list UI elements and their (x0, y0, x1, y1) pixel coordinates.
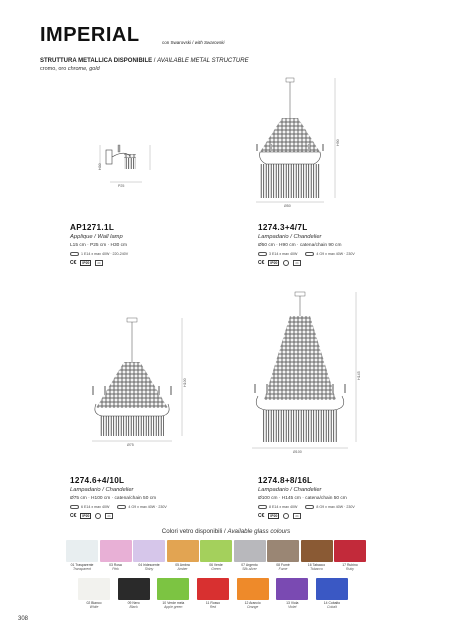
product-type: Lampadario / Chandelier (258, 487, 322, 493)
product-certifications (258, 260, 428, 266)
wall-lamp-drawing (100, 145, 150, 182)
colour-sample (276, 578, 308, 600)
colour-label: 04 Iridescente Shiny (138, 563, 160, 571)
colour-label: 08 Fumè Fume (276, 563, 290, 571)
colour-sample (66, 540, 98, 562)
collection-subtitle: con Swarovski / with Swarovski (162, 40, 225, 45)
colour-label: 13 Viola Violet (286, 601, 299, 609)
bulb-icon (258, 505, 267, 509)
product-card (258, 223, 428, 266)
chandelier-mid-width-dim: Ø75 (127, 443, 134, 447)
chandelier-small-height-dim: H90 (336, 139, 340, 146)
product-code: 1274.6+4/10L (70, 476, 125, 485)
product-bulbs: 6 E14 x max 40W 4 G9 x max 40W · 230V (70, 505, 240, 509)
product-code: AP1271.1L (70, 223, 115, 232)
colour-label: 06 Verde Green (209, 563, 223, 571)
colour-sample (167, 540, 199, 562)
colour-sample (200, 540, 232, 562)
colour-swatch (157, 578, 189, 610)
product-type: Lampadario / Chandelier (70, 487, 134, 493)
colour-label: 05 Ambra Amber (175, 563, 190, 571)
colour-sample (100, 540, 132, 562)
page-number: 308 (18, 616, 29, 622)
structure-note: STRUTTURA METALLICA DISPONIBILE / AVAILABLE METAL STRUCTURE (40, 58, 249, 64)
product-card (258, 476, 428, 519)
bulb-icon (117, 505, 126, 509)
colour-sample (197, 578, 229, 600)
ip-rating-badge: IP20 (82, 514, 90, 519)
class-icon: ▭ (295, 261, 299, 266)
colour-sample (237, 578, 269, 600)
glass-colours-title: Colori vetro disponibili / Available glass colours (161, 528, 291, 535)
ip-rating-badge: IP20 (82, 261, 90, 266)
ip-rating-badge: IP20 (270, 514, 278, 519)
product-certifications (70, 513, 240, 519)
colour-label: 03 Rosa Pink (109, 563, 122, 571)
product-size: Ø75 cm · H100 cm · catena/chain 50 cm (70, 496, 157, 501)
colour-sample (133, 540, 165, 562)
finish-note: cromo, oro chrome, gold (40, 66, 100, 72)
chandelier-large-height-dim: H145 (357, 371, 361, 380)
product-size: L15 cm · P25 cm · H30 cm (70, 243, 128, 248)
dimmable-icon (95, 513, 101, 519)
colour-label: 11 Rosso Red (205, 601, 221, 609)
colour-label: 07 Argento Silk-silver (241, 563, 258, 571)
product-bulbs: 1 E14 x max 40W · 220-240V (70, 252, 240, 256)
product-size: Ø100 cm · H145 cm · catena/chain 50 cm (258, 496, 347, 501)
colour-swatch (237, 578, 269, 610)
colour-swatch (118, 578, 150, 610)
bulb-icon (305, 252, 314, 256)
colour-swatch (301, 540, 333, 572)
colour-swatch-row (66, 540, 366, 572)
ce-mark-icon: C€ (258, 513, 265, 520)
colour-swatch (78, 578, 110, 610)
chandelier-mid-height-dim: H100 (183, 378, 187, 387)
product-card (70, 476, 240, 519)
colour-swatch-row (78, 578, 348, 610)
class-icon: ▭ (107, 514, 111, 519)
wall-lamp-depth-dim: P25 (118, 184, 125, 188)
dimmable-icon (283, 260, 289, 266)
ce-mark-icon: C€ (258, 260, 265, 267)
colour-label: 17 Rubino Ruby (342, 563, 358, 571)
colour-swatch (334, 540, 366, 572)
ce-mark-icon: C€ (70, 513, 77, 520)
product-certifications (70, 260, 240, 266)
bulb-icon (70, 505, 79, 509)
colour-sample (78, 578, 110, 600)
chandelier-small-width-dim: Ø50 (284, 204, 291, 208)
colour-swatch (200, 540, 232, 572)
colour-swatch (316, 578, 348, 610)
ce-mark-icon: C€ (70, 260, 77, 267)
chandelier-small-drawing (256, 78, 335, 202)
colour-label: 12 Arancio Orange (244, 601, 261, 609)
colour-sample (301, 540, 333, 562)
product-code: 1274.8+8/16L (258, 476, 313, 485)
dimmable-icon (283, 513, 289, 519)
wall-lamp-height-dim: H30 (98, 163, 102, 170)
colour-swatch (100, 540, 132, 572)
colour-sample (316, 578, 348, 600)
colour-swatch (234, 540, 266, 572)
colour-swatch (267, 540, 299, 572)
colour-swatch (133, 540, 165, 572)
bulb-icon (305, 505, 314, 509)
product-bulbs: 3 E14 x max 40W 4 G9 x max 40W · 230V (258, 252, 428, 256)
colour-swatch (276, 578, 308, 610)
colour-sample (157, 578, 189, 600)
colour-label: 16 Tabacco Tobacco (307, 563, 326, 571)
chandelier-large-drawing (252, 292, 356, 448)
bulb-icon (258, 252, 267, 256)
ip-rating-badge: IP20 (270, 261, 278, 266)
colour-sample (118, 578, 150, 600)
chandelier-large-width-dim: Ø100 (293, 450, 302, 454)
colour-swatch (167, 540, 199, 572)
product-certifications (258, 513, 428, 519)
product-card (70, 223, 240, 266)
colour-sample (234, 540, 266, 562)
chandelier-mid-drawing (92, 318, 182, 441)
product-code: 1274.3+4/7L (258, 223, 308, 232)
colour-label: 10 Verde mela Apple green (162, 601, 185, 609)
class-icon: ▭ (97, 261, 101, 266)
colour-label: 14 Cobalto Cobalt (323, 601, 341, 609)
collection-title: IMPERIAL (40, 24, 140, 46)
class-icon: ▭ (295, 514, 299, 519)
product-size: Ø50 cm · H90 cm · catena/chain 90 cm (258, 243, 342, 248)
colour-sample (267, 540, 299, 562)
product-bulbs: 8 E14 x max 40W 8 G9 x max 40W · 230V (258, 505, 428, 509)
colour-label: 02 Bianco White (86, 601, 102, 609)
bulb-icon (70, 252, 79, 256)
product-type: Lampadario / Chandelier (258, 234, 322, 240)
colour-swatch (197, 578, 229, 610)
colour-swatch (66, 540, 98, 572)
colour-sample (334, 540, 366, 562)
product-type: Applique / Wall lamp (70, 234, 123, 240)
colour-label: 01 Trasparente Transparent (70, 563, 94, 571)
colour-label: 09 Nero Black (127, 601, 140, 609)
